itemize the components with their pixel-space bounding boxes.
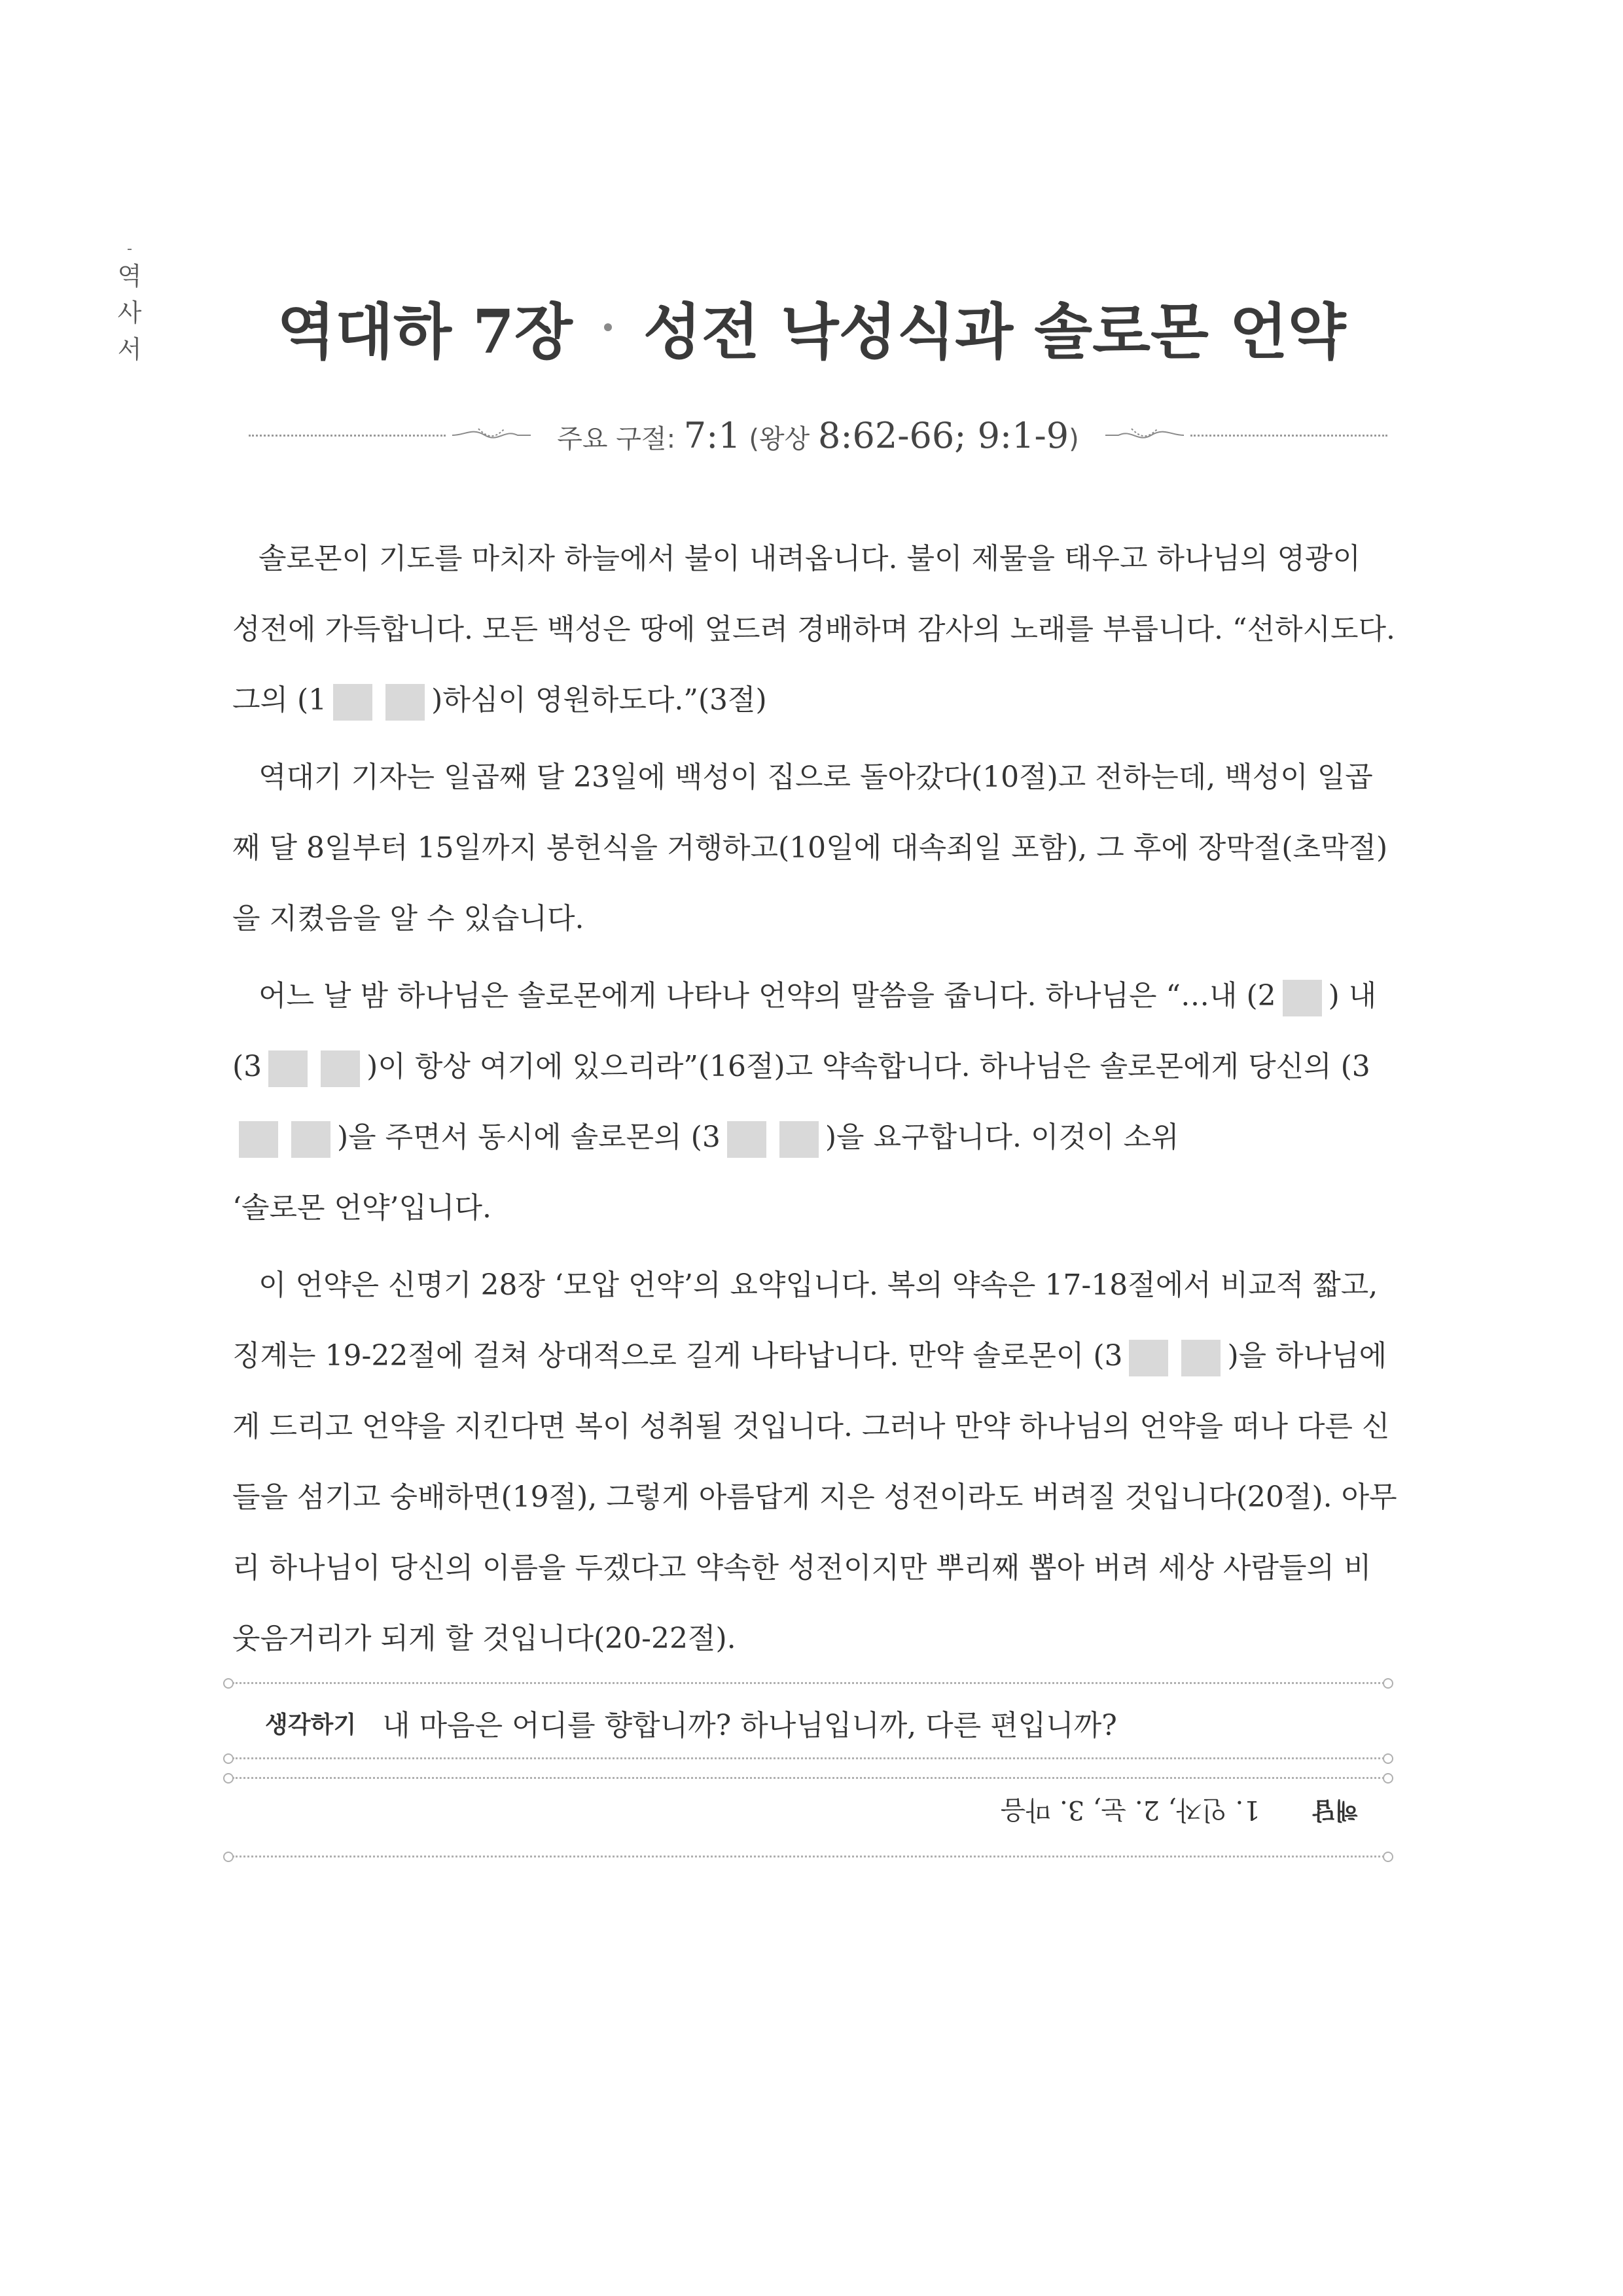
paragraph [232,961,1397,1173]
parallel-suffix: ) [1069,423,1079,454]
answer-blank [1181,1340,1221,1376]
paragraph-text: )을 하나님에게 드리고 언약을 지킨다면 복이 성취될 것입니다. 그러나 만약 하나님의 언약을 떠나 다른 신들을 섬기고 숭배하면(19절), 그렇게 아름답게 지은 성전이라도 버려질 것입니다(20절). 아무리 하나님이 당신의 이름을 두겠다고 약속한 성전이지만 뿌리째 뽑아 버려 세상 사람들의 비웃음거리가 되게 할 것입니다(20-22절). [232,1339,1397,1655]
paragraph-text: ‘솔로몬 언약’입니다. [232,1191,491,1225]
answer-blank [321,1050,360,1087]
answer-text: 1. 인자, 2. 눈, 3. 마음 [1000,1795,1260,1825]
right-ornament [1099,422,1387,448]
answer-blank [1129,1340,1168,1376]
parallel-prefix: (왕상 [740,423,818,454]
reflection-label: 생각하기 [265,1711,357,1738]
answer-blank [779,1121,819,1158]
paragraph [232,742,1397,954]
side-tab-char: 사 [117,298,142,327]
paragraph-text: )을 요구합니다. 이것이 소위 [825,1121,1179,1154]
side-tab-char: 서 [117,335,142,364]
dotted-rule [232,1777,1384,1779]
paragraph-text: 이 언약은 신명기 28장 ‘모압 언약’의 요약입니다. 복의 약속은 17-18절에서 비교적 짧고, 징계는 19-22절에 걸쳐 상대적으로 길게 나타납니다. 만약 솔로몬이 (3 [232,1268,1378,1372]
side-tab-tick [128,249,132,250]
answer-blank [291,1121,330,1158]
chapter-title: 역대하 7장 [277,296,573,367]
paragraph-text: )하심이 영원하도다.”(3절) [431,683,767,717]
answer-blank [727,1121,766,1158]
paragraph [232,1250,1397,1674]
key-verse-ref: 7:1 [683,414,741,456]
flourish-icon [452,422,531,448]
answer-blank [268,1050,308,1087]
paragraph-text: )을 주면서 동시에 솔로몬의 (3 [337,1121,721,1154]
answer-blank [385,684,425,721]
answer-blank [333,684,372,721]
dotted-rule [232,1682,1384,1684]
dotted-rule [232,1757,1384,1759]
dotted-rule [232,1856,1384,1857]
key-verse-text [537,415,1098,456]
left-ornament [249,422,537,448]
body-text [232,524,1397,1681]
reflection-question: 내 마음은 어디를 향합니까? 하나님입니까, 다른 편입니까? [382,1709,1117,1742]
paragraph-text: ) 내 (3 [232,979,1377,1083]
paragraph-text: 역대기 기자는 일곱째 달 23일에 백성이 집으로 돌아갔다(10절)고 전하는데, 백성이 일곱째 달 8일부터 15일까지 봉헌식을 거행하고(10일에 대속죄일 포함), 그 후에 장막절(초막절)을 지켰음을 알 수 있습니다. [232,761,1388,935]
answer-blank [239,1121,278,1158]
paragraph-text: )이 항상 여기에 있으리라”(16절)고 약속합니다. 하나님은 솔로몬에게 당신의 (3 [366,1050,1370,1083]
paragraph-text: 어느 날 밤 하나님은 솔로몬에게 나타나 언약의 말씀을 줍니다. 하나님은 “…내 (2 [259,979,1276,1013]
paragraph-text: 솔로몬이 기도를 마치자 하늘에서 불이 내려옵니다. 불이 제물을 태우고 하나님의 영광이 성전에 가득합니다. 모든 백성은 땅에 엎드려 경배하며 감사의 노래를 부릅니다. “선하시도다. 그의 (1 [232,542,1395,717]
side-tab-char: 역 [117,262,142,291]
title-separator-dot [604,323,612,331]
dotted-rule [1190,435,1387,437]
paragraph [232,524,1397,736]
reflection-box [232,1682,1384,1865]
key-verse-label: 주요 구절: [557,423,684,454]
flourish-icon [1105,422,1184,448]
answer-key [1001,1793,1358,1831]
paragraph [232,1173,1397,1244]
dotted-rule [249,435,446,437]
key-verse-bar [249,409,1387,461]
answer-blank [1283,980,1322,1016]
parallel-ref: 8:62-66; 9:1-9 [818,414,1069,456]
chapter-subtitle: 성전 낙성식과 솔로몬 언약 [643,296,1346,367]
page-title [0,281,1623,373]
reflection-row [265,1702,1117,1744]
answer-label: 해답 [1312,1797,1358,1823]
